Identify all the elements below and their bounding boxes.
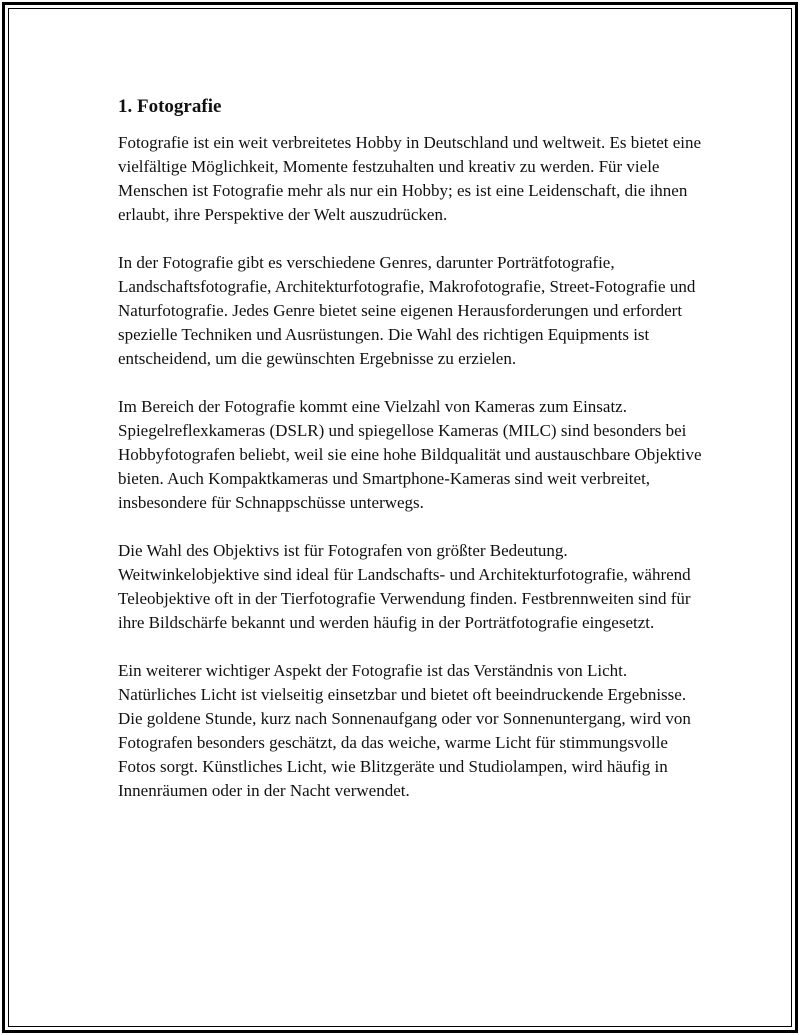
paragraph-intro: Fotografie ist ein weit verbreitetes Hobby in Deutschland und weltweit. Es bietet eine vielfältige Möglichkeit, Momente festzuhalten und kreativ zu werden. Für viele Menschen ist Fotografie mehr als nur ein Hobby; es ist eine Leidenschaft, die ihnen erlaubt, ihre Perspektive der Welt auszudrücken. xyxy=(118,133,702,224)
paragraph-light: Ein weiterer wichtiger Aspekt der Fotografie ist das Verständnis von Licht. Natürliches Licht ist vielseitig einsetzbar und bietet oft beeindruckende Ergebnisse. Die goldene Stunde, kurz nach Sonnenaufgang oder vor Sonnenuntergang, wird von Fotografen besonders geschätzt, da das weiche, warme Licht für stimmungsvolle Fotos sorgt. Künstliches Licht, wie Blitzgeräte und Studiolampen, wird häufig in Innenräumen oder in der Nacht verwendet. xyxy=(118,661,691,800)
section-heading: 1. Fotografie xyxy=(118,96,222,117)
paragraph-genres: In der Fotografie gibt es verschiedene Genres, darunter Porträtfotografie, Landschaftsfotografie, Architekturfotografie, Makrofotografie, Street-Fotografie und Naturfotografie. Jedes Genre bietet seine eigenen Herausforderungen und erfordert spezielle Techniken und Ausrüstungen. Die Wahl des richtigen Equipments ist entscheidend, um die gewünschten Ergebnisse zu erzielen. xyxy=(118,253,696,368)
paragraph-cameras: Im Bereich der Fotografie kommt eine Vielzahl von Kameras zum Einsatz. Spiegelreflexkameras (DSLR) und spiegellose Kameras (MILC) sind besonders bei Hobbyfotografen beliebt, weil sie eine hohe Bildqualität und austauschbare Objektive bieten. Auch Kompaktkameras und Smartphone-Kameras sind weit verbreitet, insbesondere für Schnappschüsse unterwegs. xyxy=(118,397,702,512)
document-body xyxy=(113,93,713,827)
paragraph-lenses: Die Wahl des Objektivs ist für Fotografen von größter Bedeutung. Weitwinkelobjektive sind ideal für Landschafts- und Architekturfotografie, während Teleobjektive oft in der Tierfotografie Verwendung finden. Festbrennweiten sind für ihre Bildschärfe bekannt und werden häufig in der Porträtfotografie eingesetzt. xyxy=(118,541,691,632)
